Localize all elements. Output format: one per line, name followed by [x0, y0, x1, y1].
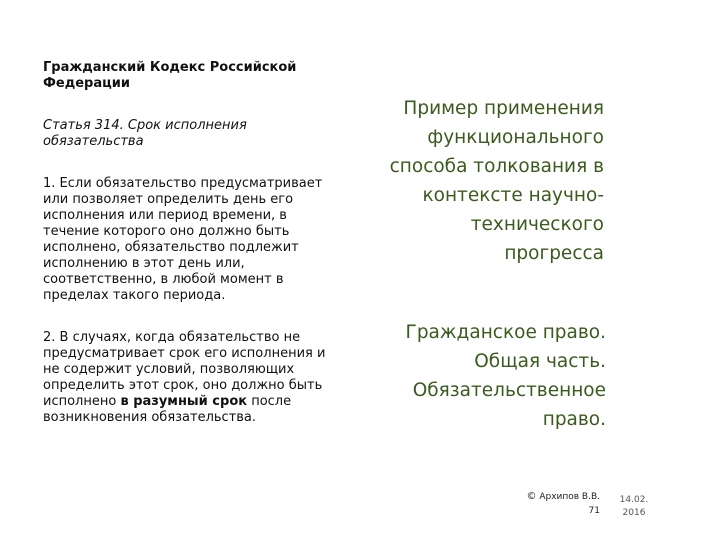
law-text-column — [43, 60, 328, 452]
date-line-2: 2016 — [622, 508, 646, 518]
author-line — [470, 490, 600, 504]
footer-author-block — [470, 490, 600, 518]
course-title: Гражданское право. Общая часть. Обязательственное право. — [405, 322, 606, 430]
date-line-1: 14.02. — [619, 495, 649, 505]
reasonable-term-emphasis: в разумный срок — [120, 394, 248, 409]
page-number: 71 — [588, 506, 600, 516]
article-paragraph-1: 1. Если обязательство предусматривает или позволяет определить день его исполнения или период времени, в течение которого оно должно быть исполнено, обязательство подлежит исполнению в этот день или, соответственно, в любой момент в пределах такого периода. — [43, 176, 323, 303]
article-paragraph-2-start: 2. В случаях, когда обязательство не предусматривает срок его исполнения и не содержит условий, позволяющих определить этот срок, оно должно быть исполнено — [43, 330, 326, 409]
copyright-icon: © — [526, 491, 537, 502]
article-paragraph-2-end: после возникновения обязательства. — [43, 394, 292, 425]
author-name: Архипов В.В. — [539, 492, 600, 502]
article-title: Статья 314. Срок исполнения обязательства — [43, 118, 247, 149]
civil-code-title: Гражданский Кодекс Российской Федерации — [43, 60, 297, 91]
footer-date — [612, 494, 656, 520]
article-paragraph-2 — [43, 330, 328, 426]
example-title: Пример применения функционального способа толкования в контексте научно-технического прогресса — [389, 98, 604, 264]
